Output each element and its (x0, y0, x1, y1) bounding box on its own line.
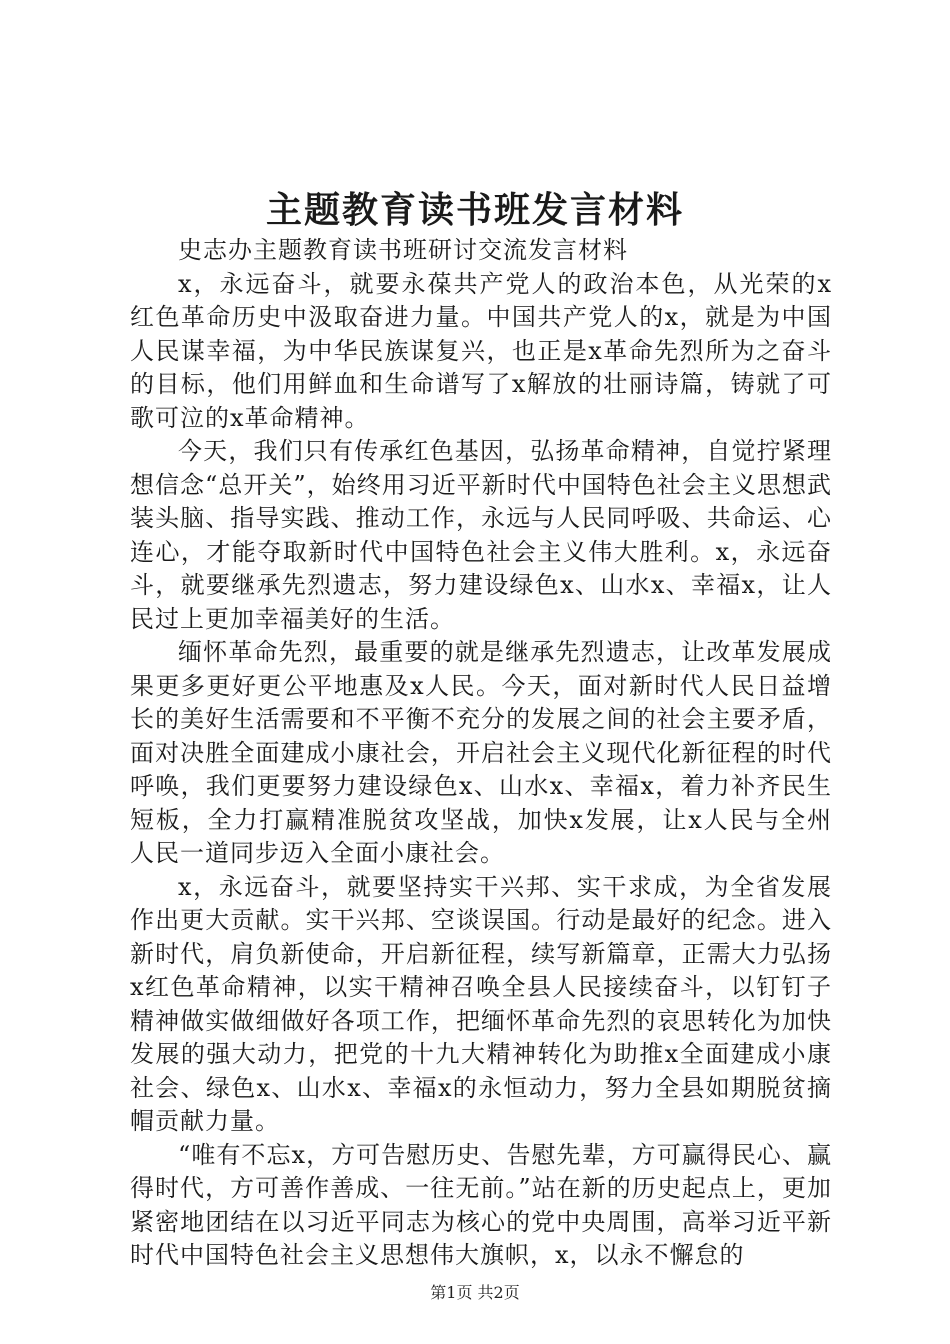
document-body (130, 234, 832, 1273)
document-title: 主题教育读书班发言材料 (265, 189, 684, 231)
body-paragraph: x，永远奋斗，就要永葆共产党人的政治本色，从光荣的x红色革命历史中汲取奋进力量。中国共产党人的x，就是为中国人民谋幸福，为中华民族谋复兴，也正是x革命先烈所为之奋斗的目标，他们用鲜血和生命谱写了x解放的壮丽诗篇，铸就了可歌可泣的x革命精神。 (130, 269, 832, 432)
subtitle-paragraph: 史志办主题教育读书班研讨交流发言材料 (178, 236, 628, 264)
page-number-footer: 第1页 共2页 (430, 1283, 520, 1302)
body-paragraph: 今天，我们只有传承红色基因，弘扬革命精神，自觉拧紧理想信念“总开关”，始终用习近平新时代中国特色社会主义思想武装头脑、指导实践、推动工作，永远与人民同呼吸、共命运、心连心，才能夺取新时代中国特色社会主义伟大胜利。x，永远奋斗，就要继承先烈遗志，努力建设绿色x、山水x、幸福x，让人民过上更加幸福美好的生活。 (130, 437, 832, 633)
body-paragraph: x，永远奋斗，就要坚持实干兴邦、实干求成，为全省发展作出更大贡献。实干兴邦、空谈误国。行动是最好的纪念。进入新时代，肩负新使命，开启新征程，续写新篇章，正需大力弘扬x红色革命精神，以实干精神召唤全县人民接续奋斗，以钉钉子精神做实做细做好各项工作，把缅怀革命先烈的哀思转化为加快发展的强大动力，把党的十九大精神转化为助推x全面建成小康社会、绿色x、山水x、幸福x的永恒动力，努力全县如期脱贫摘帽贡献力量。 (130, 872, 832, 1135)
body-paragraph: “唯有不忘x，方可告慰历史、告慰先辈，方可赢得民心、赢得时代，方可善作善成、一往无前。”站在新的历史起点上，更加紧密地团结在以习近平同志为核心的党中央周围，高举习近平新时代中国特色社会主义思想伟大旗帜，x，以永不懈怠的 (130, 1140, 832, 1269)
body-paragraph: 缅怀革命先烈，最重要的就是继承先烈遗志，让改革发展成果更多更好更公平地惠及x人民。今天，面对新时代人民日益增长的美好生活需要和不平衡不充分的发展之间的社会主要矛盾，面对决胜全面建成小康社会，开启社会主义现代化新征程的时代呼唤，我们更要努力建设绿色x、山水x、幸福x，着力补齐民生短板，全力打赢精准脱贫攻坚战，加快x发展，让x人民与全州人民一道同步迈入全面小康社会。 (130, 638, 832, 867)
